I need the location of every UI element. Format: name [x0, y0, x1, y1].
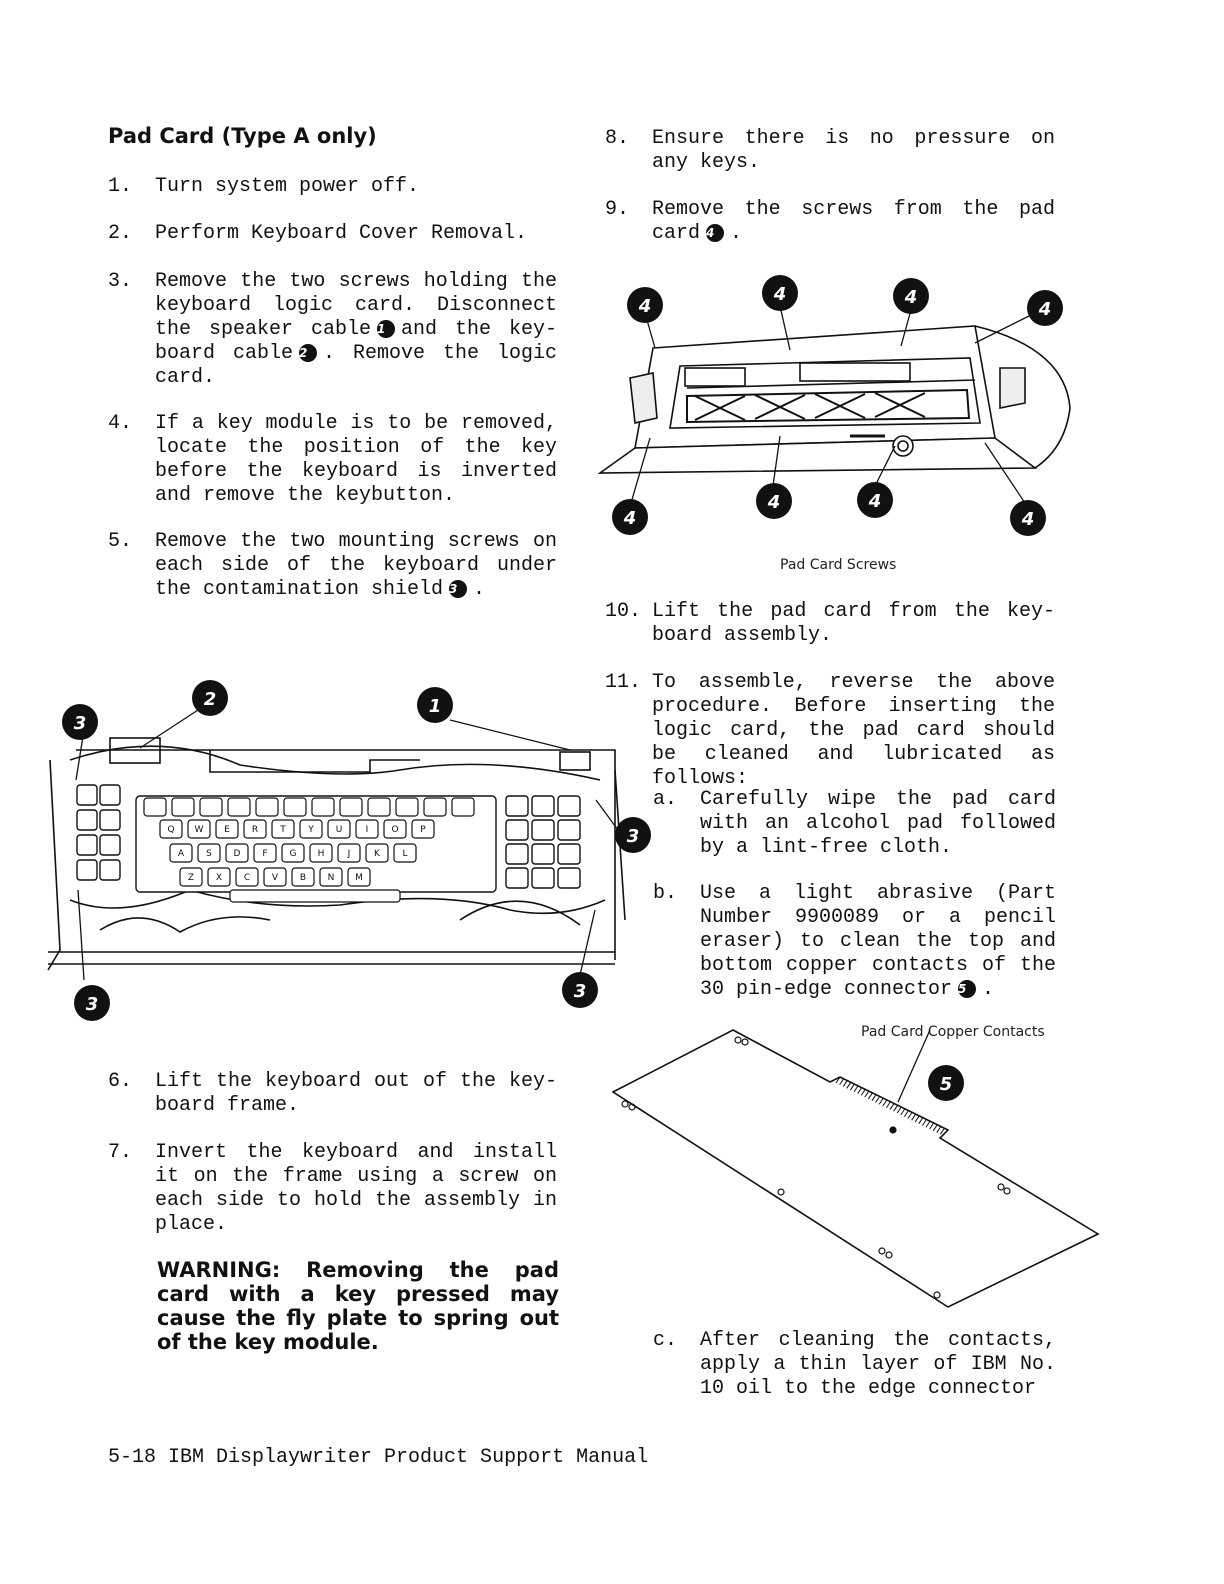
space-bar	[230, 890, 400, 902]
key-label: D	[233, 849, 241, 859]
step-10	[605, 600, 1060, 648]
step-number: 7.	[108, 1141, 133, 1164]
svg-text:4: 4	[638, 296, 652, 317]
key-label: P	[420, 825, 426, 835]
callout-4-a	[627, 287, 663, 323]
top-row-key	[144, 798, 166, 816]
copper-contacts-caption: Pad Card Copper Contacts	[861, 1024, 1045, 1040]
key-label: O	[391, 825, 399, 835]
step-number: 4.	[108, 412, 133, 435]
svg-text:4: 4	[623, 508, 637, 529]
key-label: F	[262, 849, 268, 859]
svg-text:3: 3	[626, 826, 640, 847]
copper-contacts-figure	[608, 1022, 1108, 1322]
svg-text:1: 1	[428, 696, 442, 717]
substep-letter: a.	[653, 788, 678, 811]
leader-line-2	[140, 710, 198, 748]
callout-4-badge: 4	[706, 224, 724, 242]
step-text: Ensure there is no pressure on any keys.	[652, 127, 1055, 174]
step-text: Lift the pad card from the key-board assembly.	[652, 600, 1055, 647]
callout-3-badge: 3	[449, 580, 467, 598]
step-text: Perform Keyboard Cover Removal.	[155, 222, 528, 245]
step-6	[108, 1070, 568, 1118]
step-11	[605, 671, 1060, 790]
top-row-key	[340, 798, 362, 816]
section-title: Pad Card (Type A only)	[108, 124, 377, 148]
substep-text: Use a light abrasive (Part Number 9900089 or a pencil eraser) to clean the top and bottom copper contacts of the 30 pin-edge connector 5 .	[700, 882, 1056, 1001]
top-row-key	[452, 798, 474, 816]
key-label: N	[327, 873, 335, 883]
leader-line-1	[450, 720, 570, 750]
svg-text:3: 3	[85, 994, 99, 1015]
step-number: 5.	[108, 530, 133, 553]
top-row-key	[424, 798, 446, 816]
key-label: W	[194, 825, 204, 835]
key-label: R	[251, 825, 259, 835]
step-2	[108, 222, 568, 246]
key-label: S	[206, 849, 212, 859]
pad-card-assembly	[600, 326, 1070, 473]
callout-1-badge: 1	[377, 320, 395, 338]
callout-3-right-bottom	[562, 972, 598, 1008]
key-label: E	[224, 825, 230, 835]
callout-4-f	[756, 483, 792, 519]
key-label: X	[215, 873, 223, 883]
top-row-key	[172, 798, 194, 816]
top-row-key	[284, 798, 306, 816]
step-number: 6.	[108, 1070, 133, 1093]
step-number: 10.	[605, 600, 642, 623]
step-number: 3.	[108, 270, 133, 293]
callout-3-left-top	[62, 704, 98, 740]
step-text: Turn system power off.	[155, 175, 420, 198]
pad-screws-caption: Pad Card Screws	[780, 557, 897, 573]
step-text: If a key module is to be removed, locate the position of the key before the keyboard is inverted and remove the keybutton.	[155, 412, 557, 507]
top-row-key	[256, 798, 278, 816]
key-label: G	[289, 849, 297, 859]
step-text: Remove the screws from the pad card 4 .	[652, 198, 1055, 245]
callout-4-c	[893, 278, 929, 314]
key-label: A	[177, 849, 185, 859]
key-label: B	[299, 873, 307, 883]
svg-text:4: 4	[1021, 509, 1035, 530]
keyboard-figure	[40, 670, 640, 1030]
step-text: Invert the keyboard and install it on the frame using a screw on each side to hold the assembly in place.	[155, 1141, 557, 1236]
svg-text:3: 3	[573, 981, 587, 1002]
key-label: K	[374, 849, 380, 859]
key-label: I	[365, 825, 369, 835]
top-row-key	[200, 798, 222, 816]
key-label: T	[280, 825, 286, 835]
step-number: 1.	[108, 175, 133, 198]
step-text: Remove the two mounting screws on each side of the keyboard under the contamination shield 3 .	[155, 530, 557, 601]
leader-line-5	[898, 1030, 930, 1102]
right-key-cluster	[506, 796, 580, 888]
key-label: Z	[187, 873, 195, 883]
step-4	[108, 412, 568, 508]
key-label: C	[243, 873, 251, 883]
warning-note: WARNING: Removing the pad card with a key pressed may cause the fly plate to spring out of the key module.	[157, 1258, 559, 1354]
substep-letter: b.	[653, 882, 678, 905]
callout-4-b	[762, 275, 798, 311]
step-5	[108, 530, 568, 602]
callout-4-h	[1010, 500, 1046, 536]
substep-text: After cleaning the contacts, apply a thin layer of IBM No. 10 oil to the edge connector	[700, 1329, 1056, 1400]
page-footer: 5-18 IBM Displaywriter Product Support Manual	[108, 1446, 649, 1469]
substep-text: Carefully wipe the pad card with an alcohol pad followed by a lint-free cloth.	[700, 788, 1056, 859]
key-label: J	[347, 849, 351, 859]
step-7	[108, 1141, 568, 1237]
callout-1	[417, 687, 453, 723]
substep-b	[653, 882, 1058, 1002]
svg-text:2: 2	[203, 689, 217, 710]
callout-3-left-bottom	[74, 985, 110, 1021]
key-label: V	[271, 873, 279, 883]
key-label: U	[335, 825, 343, 835]
step-3	[108, 270, 568, 390]
key-label: Y	[308, 825, 314, 835]
svg-text:3: 3	[73, 713, 87, 734]
svg-text:5: 5	[939, 1074, 953, 1095]
callout-4-e	[612, 499, 648, 535]
step-1	[108, 175, 568, 199]
top-row-key	[396, 798, 418, 816]
step-number: 9.	[605, 198, 630, 221]
step-8	[605, 127, 1060, 175]
substep-letter: c.	[653, 1329, 678, 1352]
step-number: 8.	[605, 127, 630, 150]
callout-4-g	[857, 482, 893, 518]
callout-5	[928, 1065, 964, 1101]
step-text: Lift the keyboard out of the key-board frame.	[155, 1070, 557, 1117]
top-row-key	[368, 798, 390, 816]
pad-screws-figure	[595, 268, 1085, 543]
callout-2	[192, 680, 228, 716]
svg-text:4: 4	[868, 491, 882, 512]
leader-line-3d	[580, 910, 595, 975]
top-row-key	[228, 798, 250, 816]
step-text: Remove the two screws holding the keyboard logic card. Disconnect the speaker cable 1 and the key-board cable 2 . Remove the logic card.	[155, 270, 557, 389]
step-number: 2.	[108, 222, 133, 245]
callout-5-badge: 5	[958, 980, 976, 998]
step-text: To assemble, reverse the above procedure. Before inserting the logic card, the pad card should be cleaned and lubricated as follows:	[652, 671, 1055, 790]
step-9	[605, 198, 1060, 246]
pad-card-board	[613, 1030, 1098, 1307]
svg-text:4: 4	[904, 287, 918, 308]
substep-a	[653, 788, 1058, 860]
svg-text:4: 4	[773, 284, 787, 305]
top-row-key	[312, 798, 334, 816]
key-label: H	[317, 849, 325, 859]
svg-text:4: 4	[1038, 299, 1052, 320]
key-label: M	[355, 873, 363, 883]
callout-2-badge: 2	[299, 344, 317, 362]
left-key-cluster	[77, 785, 120, 880]
substep-c	[653, 1329, 1058, 1401]
callout-4-d	[1027, 290, 1063, 326]
step-number: 11.	[605, 671, 642, 694]
key-label: L	[402, 849, 408, 859]
callout-3-right-mid	[615, 817, 651, 853]
svg-text:4: 4	[767, 492, 781, 513]
leader-line-4d	[975, 316, 1029, 343]
key-label: Q	[167, 825, 175, 835]
